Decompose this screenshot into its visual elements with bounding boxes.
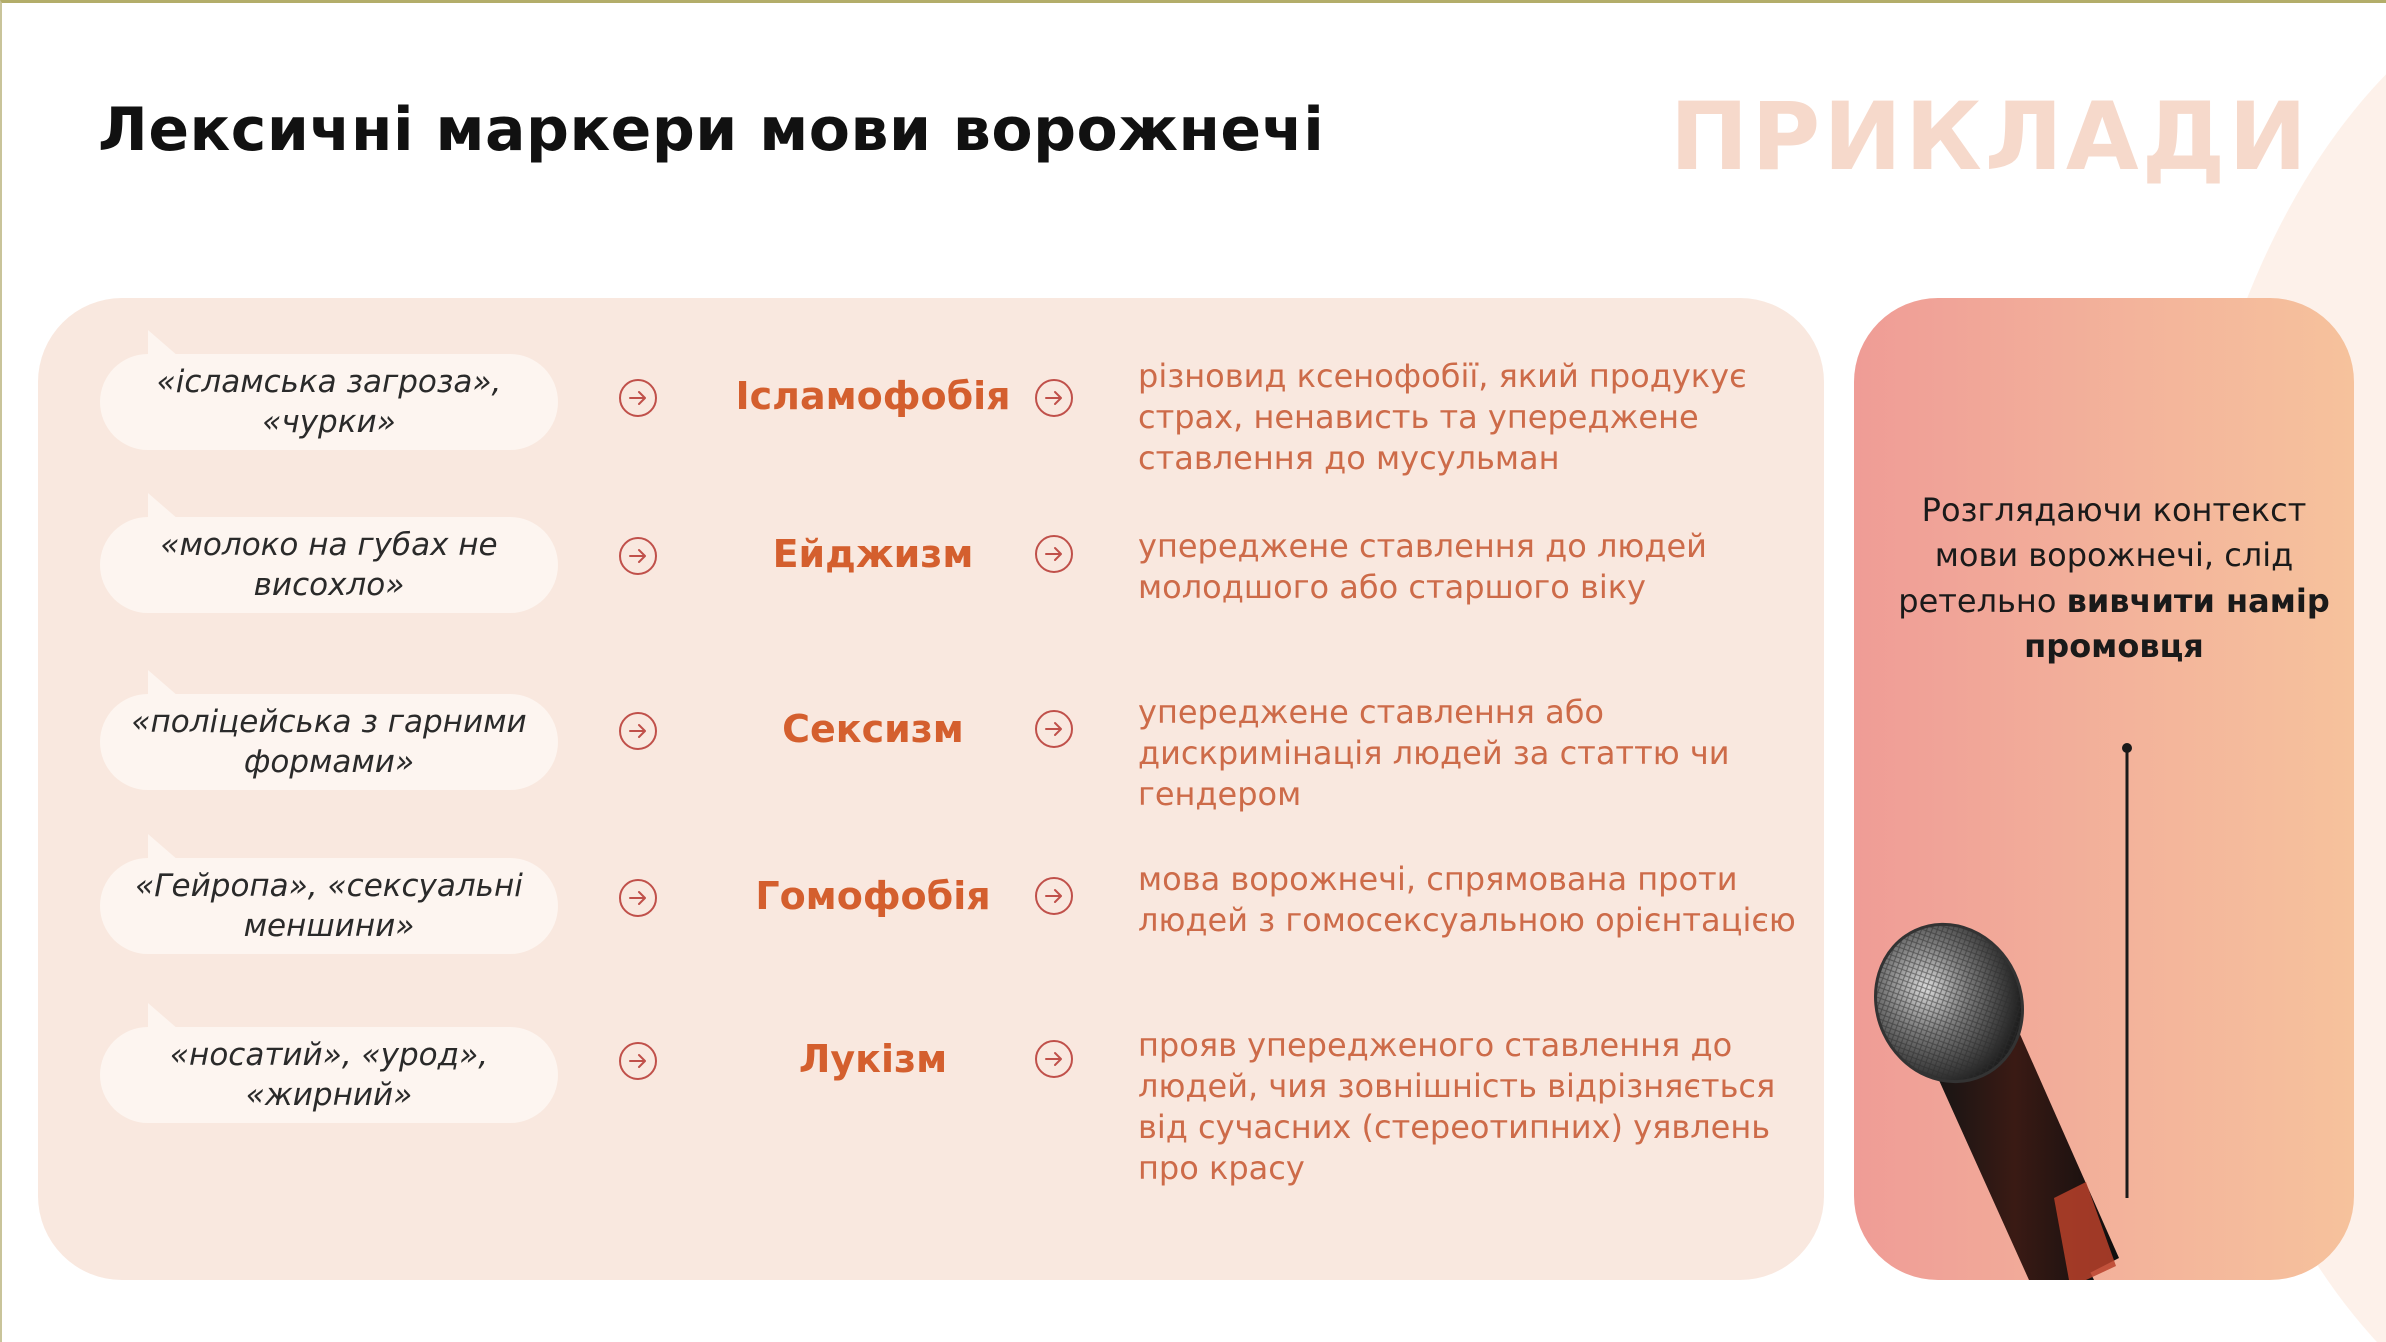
quote-bubble: «носатий», «урод», «жирний» bbox=[100, 1027, 558, 1123]
side-note-text-regular: Розглядаючи контекст мови ворожнечі, слід ретельно bbox=[1898, 491, 2307, 620]
side-note-text-bold: вивчити намір промовця bbox=[2024, 581, 2330, 666]
term-description: упереджене ставлення або дискримінація людей за статтю чи гендером bbox=[1138, 693, 1730, 813]
quote-bubble: «поліцейська з гарними формами» bbox=[100, 694, 558, 790]
arrow-right-circle-icon bbox=[1034, 378, 1074, 418]
term-description: мова ворожнечі, спрямована проти людей з гомосексуальною орієнтацією bbox=[1138, 860, 1796, 939]
examples-heading: ПРИКЛАДИ bbox=[1669, 83, 2310, 192]
term-label: Лукізм bbox=[798, 1037, 948, 1081]
arrow-right-circle-icon bbox=[618, 878, 658, 918]
arrow-right-circle-icon bbox=[1034, 534, 1074, 574]
markers-panel bbox=[38, 298, 1824, 1280]
term-label: Сексизм bbox=[782, 707, 964, 751]
term-label: Ейджизм bbox=[772, 532, 974, 576]
arrow-right-circle-icon bbox=[618, 711, 658, 751]
arrow-right-circle-icon bbox=[618, 378, 658, 418]
term-label: Гомофобія bbox=[755, 874, 991, 918]
quote-bubble: «Гейропа», «сексуальні меншини» bbox=[100, 858, 558, 954]
arrow-right-circle-icon bbox=[1034, 876, 1074, 916]
quote-bubble: «молоко на губах не висохло» bbox=[100, 517, 558, 613]
arrow-right-circle-icon bbox=[618, 536, 658, 576]
term-label: Ісламофобія bbox=[735, 374, 1011, 418]
quote-bubble: «ісламська загроза», «чурки» bbox=[100, 354, 558, 450]
arrow-right-circle-icon bbox=[618, 1041, 658, 1081]
microphone-icon bbox=[1854, 298, 2354, 1280]
arrow-right-circle-icon bbox=[1034, 709, 1074, 749]
term-description: прояв упередженого ставлення до людей, чия зовнішність відрізняється від сучасних (стереотипних) уявлень про красу bbox=[1138, 1026, 1776, 1187]
term-description: упереджене ставлення до людей молодшого або старшого віку bbox=[1138, 527, 1707, 606]
term-description: різновид ксенофобії, який продукує страх, ненависть та упереджене ставлення до мусульман bbox=[1138, 357, 1747, 477]
arrow-right-circle-icon bbox=[1034, 1039, 1074, 1079]
slide-title: Лексичні маркери мови ворожнечі bbox=[98, 95, 1325, 165]
side-note-panel bbox=[1854, 298, 2354, 1280]
